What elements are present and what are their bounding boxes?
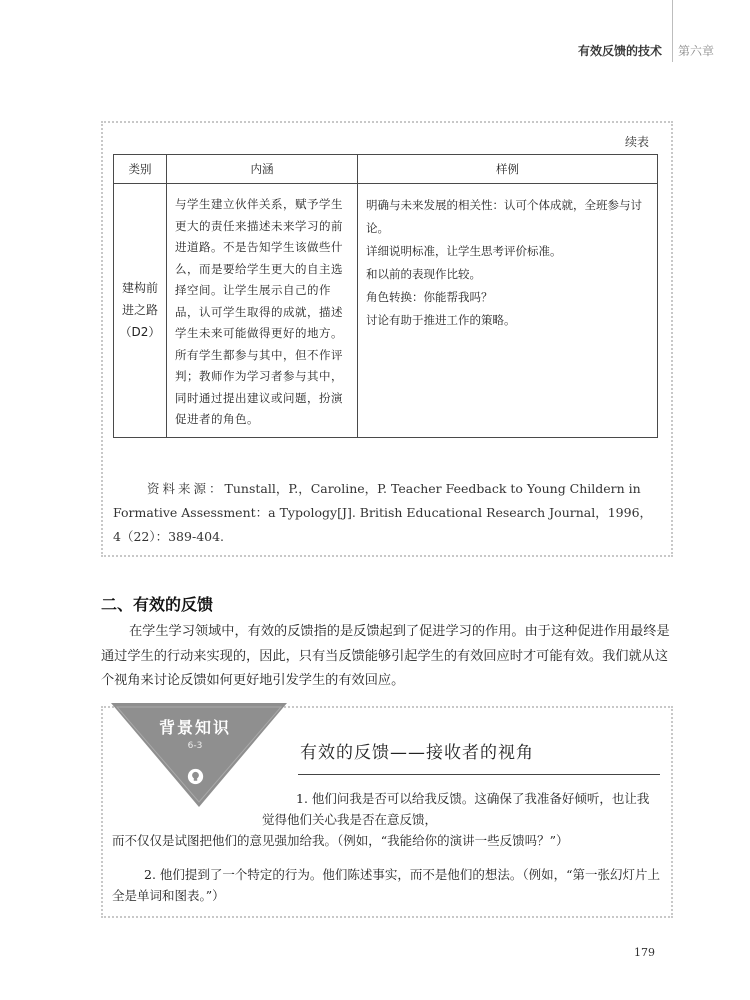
background-paragraph-1: 1. 他们问我是否可以给我反馈。这确保了我准备好倾听，也让我觉得他们关心我是否在意反馈， [262, 791, 650, 827]
table-row [114, 184, 658, 438]
example-cell [358, 184, 658, 438]
section-title: 二、有效的反馈 [101, 595, 214, 614]
background-title: 有效的反馈——接收者的视角 [300, 743, 534, 763]
section-paragraph: 在学生学习领域中，有效的反馈指的是反馈起到了促进学习的作用。由于这种促进作用最终是通过学生的行动来实现的，因此，只有当反馈能够引起学生的有效回应时才可能有效。我们就从这个视角来讨论反馈如何更好地引发学生的有效回应。 [101, 624, 670, 688]
lightbulb-icon [187, 768, 204, 785]
example-item: 详细说明标准，让学生思考评价标准。 [366, 244, 562, 258]
background-label: 背景知识 [158, 718, 231, 737]
feedback-table [113, 154, 658, 438]
content-cell: 与学生建立伙伴关系，赋予学生更大的责任来描述未来学习的前进道路。不是告知学生该做些什么，而是要给学生更大的自主选择空间。让学生展示自己的作品，认可学生取得的成就，描述学生未来可能做得更好的地方。所有学生都参与其中，但不作评判；教师作为学习者参与其中，同时通过提出建议或问题，扮演促进者的角色。 [167, 184, 358, 438]
example-item: 和以前的表现作比较。 [366, 267, 481, 281]
background-number: 6-3 [187, 741, 203, 751]
continued-table-box [101, 121, 673, 557]
page-number: 179 [634, 946, 655, 959]
category-line: 进之路 [121, 303, 158, 318]
background-paragraph-1-continued: 而不仅仅是试图把他们的意见强加给我。（例如，“我能给你的演讲一些反馈吗？”） [112, 833, 569, 848]
continued-label: 续表 [624, 135, 649, 149]
source-text: Tunstall，P.，Caroline，P. Teacher Feedback to Young Childern in Formative Assessment：a Typology[J]. British Educational Research Journal，1996，4（22）：389-404. [113, 481, 653, 544]
category-line: （D2） [119, 325, 161, 340]
header-divider [672, 0, 673, 62]
page-header [0, 0, 750, 70]
example-item: 讨论有助于推进工作的策略。 [366, 313, 516, 327]
column-header-content: 内涵 [167, 155, 358, 184]
category-line: 建构前 [121, 281, 158, 296]
header-title: 有效反馈的技术 [577, 44, 662, 58]
category-cell [114, 184, 167, 438]
header-chapter: 第六章 [678, 44, 715, 58]
column-header-example: 样例 [358, 155, 658, 184]
table-header-row [114, 155, 658, 184]
background-title-rule [298, 774, 660, 775]
source-lead: 资料来源： [147, 481, 225, 496]
example-item: 明确与未来发展的相关性：认可个体成就，全班参与讨论。 [366, 198, 642, 235]
column-header-category: 类别 [114, 155, 167, 184]
source-citation [113, 477, 658, 549]
background-paragraph-2: 2. 他们提到了一个特定的行为。他们陈述事实，而不是他们的想法。（例如，“第一张幻灯片上全是单词和图表。”） [112, 867, 661, 903]
example-item: 角色转换：你能帮我吗？ [366, 290, 493, 304]
